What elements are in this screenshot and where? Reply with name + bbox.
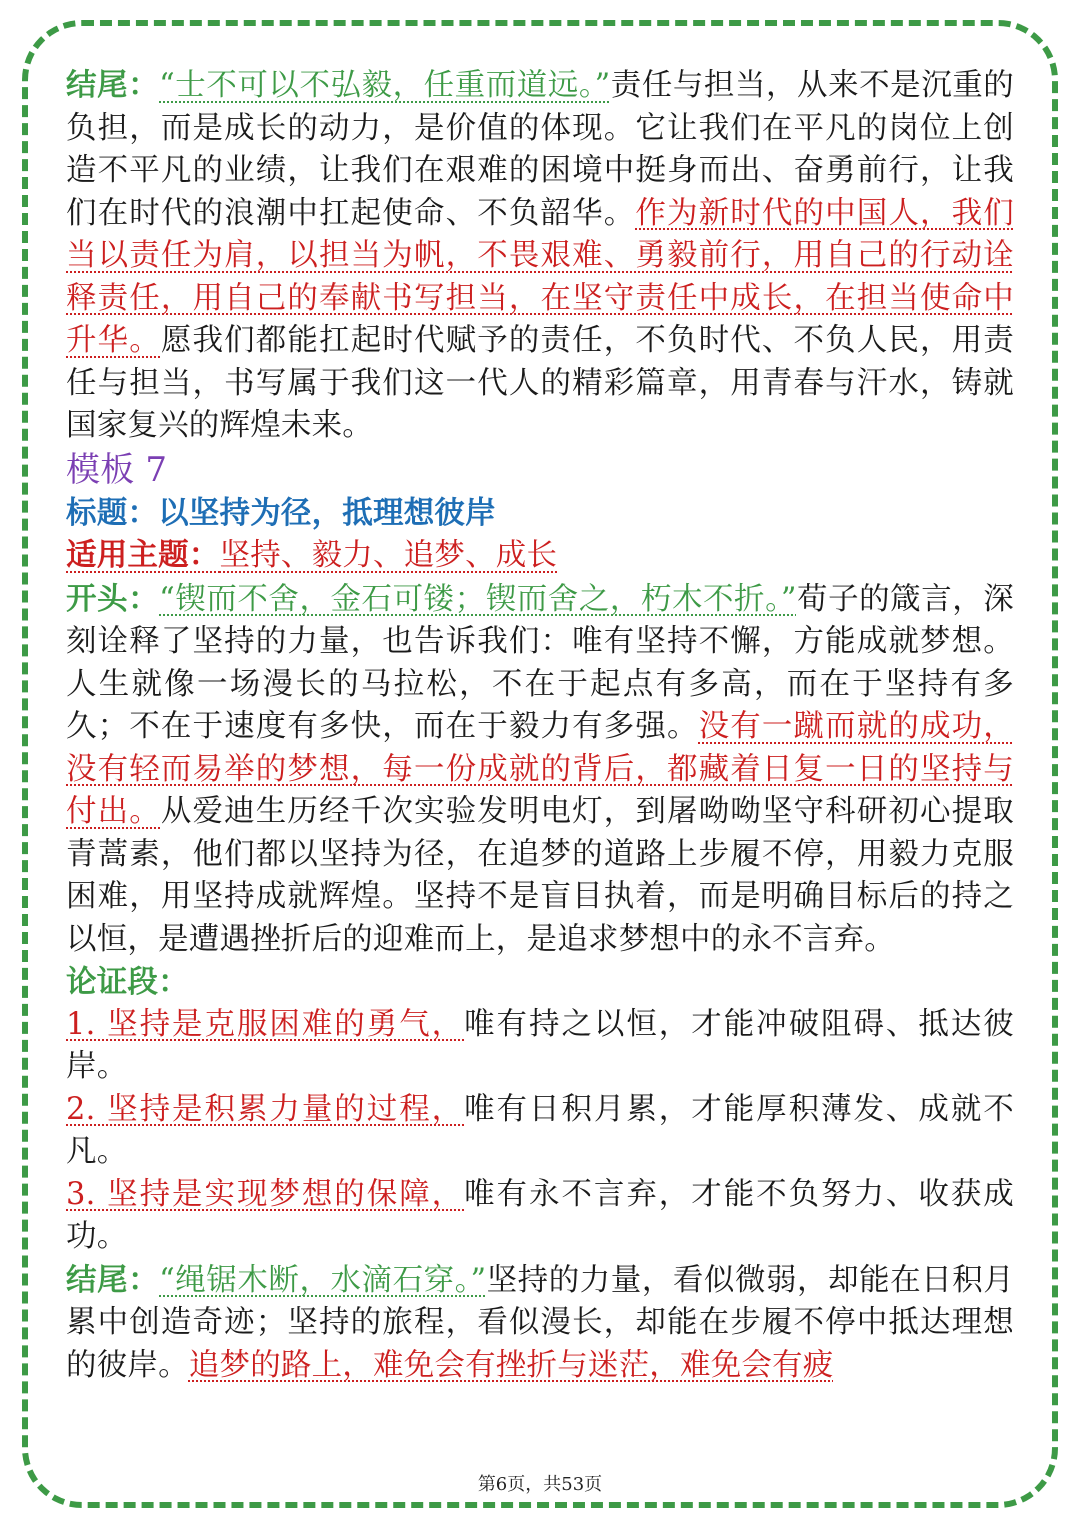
conclusion-highlight: 作为新时代的中国人，我们当以责任为肩，以担当为帆，不畏艰难、勇毅前行，用自己的行动诠释责任，用自己的奉献书写担当，在坚守责任中成长，在担当使命中升华。 <box>66 195 1014 358</box>
conclusion-paragraph <box>66 1259 1014 1388</box>
argument-item-2 <box>66 1089 1014 1174</box>
conclusion-text-2: 愿我们都能扛起时代赋予的责任，不负时代、不负人民，用责任与担当，书写属于我们这一代人的精彩篇章，用青春与汗水，铸就国家复兴的辉煌未来。 <box>66 323 1014 443</box>
theme-line <box>66 534 1014 578</box>
template-title: 标题：以坚持为径，抵理想彼岸 <box>66 494 496 531</box>
argument-text-1: 唯有持之以恒，才能冲破阻碍、抵达彼岸。 <box>66 1006 1014 1084</box>
theme-label: 适用主题： <box>66 537 220 573</box>
argument-text-2: 唯有日积月累，才能厚积薄发、成就不凡。 <box>66 1091 1014 1169</box>
opening-paragraph <box>66 578 1014 962</box>
template-conclusion-highlight: 追梦的路上，难免会有挫折与迷茫，难免会有疲 <box>188 1347 834 1383</box>
argument-item-3 <box>66 1174 1014 1259</box>
opening-text-1: 荀子的箴言，深刻诠释了坚持的力量，也告诉我们：唯有坚持不懈，方能成就梦想。人生就像一场漫长的马拉松，不在于起点有多高，而在于坚持有多久；不在于速度有多快，而在于毅力有多强。 <box>66 581 1014 744</box>
opening-label: 开头： <box>66 580 160 617</box>
template-conclusion-quote: “绳锯木断，水滴石穿。” <box>159 1262 487 1298</box>
template-heading: 模板 7 <box>66 449 168 490</box>
opening-highlight: 没有一蹴而就的成功，没有轻而易举的梦想，每一份成就的背后，都藏着日复一日的坚持与付出。 <box>66 709 1015 829</box>
argument-lead-2: 2. 坚持是积累力量的过程， <box>66 1091 465 1127</box>
argument-text-3: 唯有永不言弃，才能不负努力、收获成功。 <box>66 1176 1014 1254</box>
document-body <box>66 64 1014 1387</box>
argument-label: 论证段： <box>66 964 189 1000</box>
opening-text-2: 从爱迪生历经千次实验发明电灯，到屠呦呦坚守科研初心提取青蒿素，他们都以坚持为径，在追梦的道路上步履不停，用毅力克服困难，用坚持成就辉煌。坚持不是盲目执着，而是明确目标后的持之以恒，是遭遇挫折后的迎难而上，是追求梦想中的永不言弃。 <box>66 794 1014 957</box>
page-footer: 第6页，共53页 <box>477 1474 603 1495</box>
conclusion-quote: “士不可以不弘毅，任重而道远。” <box>159 68 611 103</box>
conclusion-paragraph-prev <box>66 64 1014 448</box>
argument-item-1 <box>66 1004 1014 1089</box>
argument-lead-1: 1. 坚持是克服困难的勇气， <box>66 1006 465 1042</box>
theme-value: 坚持、毅力、追梦、成长 <box>219 538 558 573</box>
template-conclusion-text-1: 坚持的力量，看似微弱，却能在日积月累中创造奇迹；坚持的旅程，看似漫长，却能在步履不停中抵达理想的彼岸。 <box>66 1262 1014 1383</box>
template-conclusion-label: 结尾： <box>66 1261 160 1298</box>
conclusion-text-1: 责任与担当，从来不是沉重的负担，而是成长的动力，是价值的体现。它让我们在平凡的岗位上创造不平凡的业绩，让我们在艰难的困境中挺身而出、奋勇前行，让我们在时代的浪潮中扛起使命、不负韶华。 <box>66 68 1014 231</box>
argument-lead-3: 3. 坚持是实现梦想的保障， <box>66 1176 465 1212</box>
opening-quote: “锲而不舍，金石可镂；锲而舍之，朽木不折。” <box>159 581 797 617</box>
conclusion-label: 结尾： <box>66 67 160 103</box>
